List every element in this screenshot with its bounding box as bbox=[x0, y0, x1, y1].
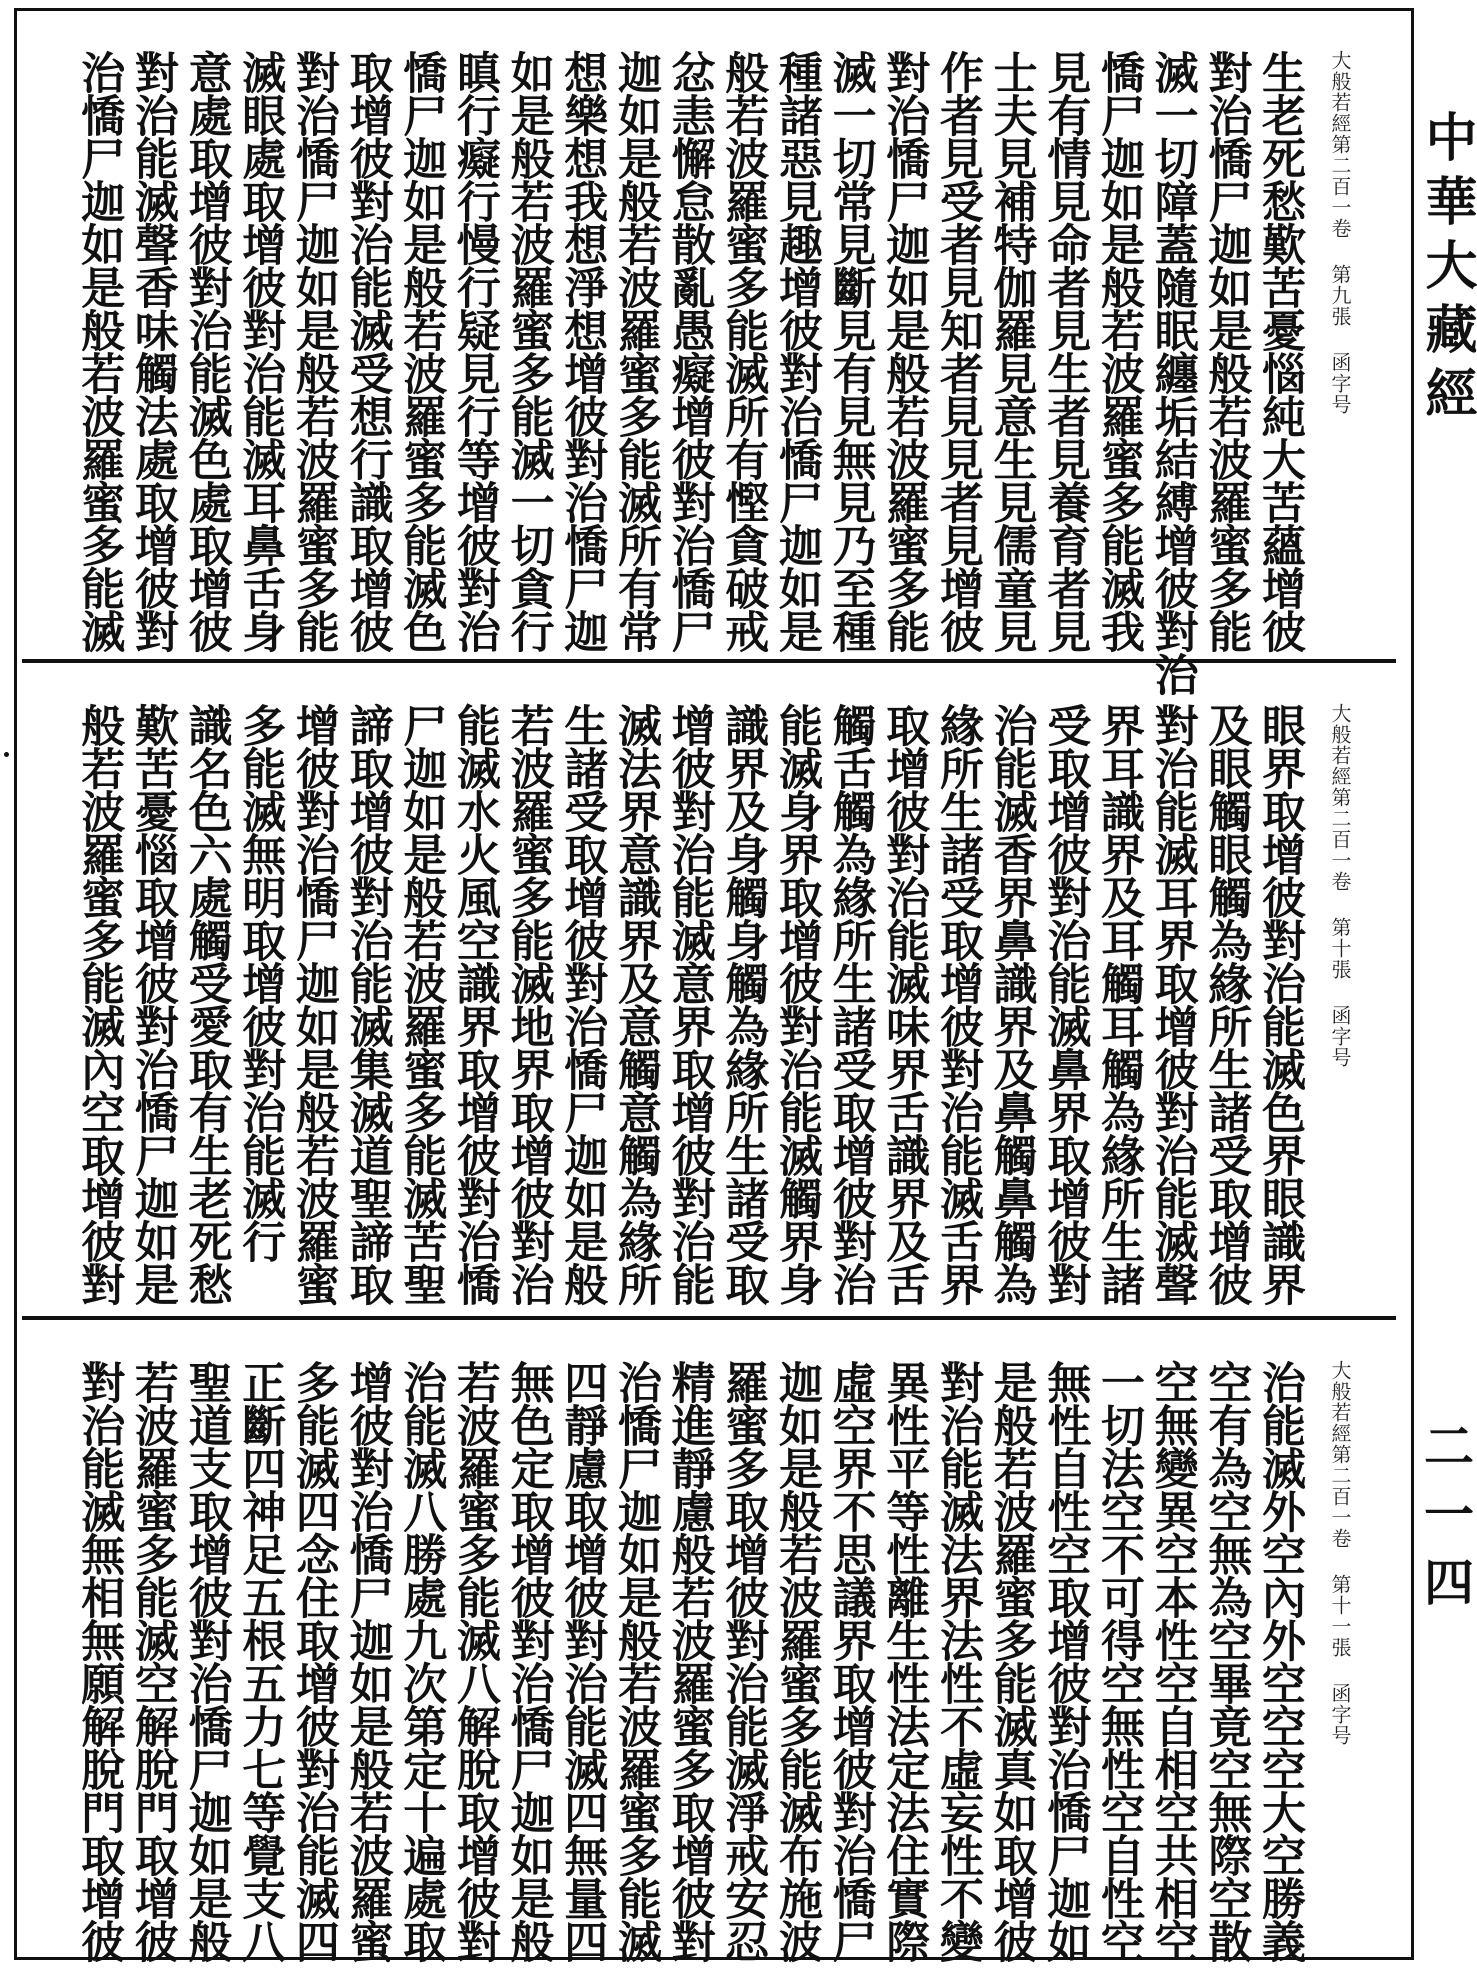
text-column: 歎苦憂惱取增彼對治憍尸迦如是 bbox=[126, 703, 178, 1305]
margin-mark bbox=[4, 752, 9, 757]
text-column: 異性平等性離生性法定法住實際 bbox=[878, 1360, 930, 1962]
text-column: 治能滅外空內外空空空大空勝義 bbox=[1254, 1360, 1305, 1962]
text-column: 對治能滅無相無願解脫門取增彼 bbox=[73, 1360, 125, 1962]
text-column: 取增彼對治能滅味界舌識界及舌 bbox=[878, 703, 930, 1305]
text-column: 尸迦如是般若波羅蜜多能滅苦聖 bbox=[395, 703, 447, 1305]
text-column: 聖道支取增彼對治憍尸迦如是般 bbox=[180, 1360, 232, 1962]
text-column: 滅一切障蓋隨眠纏垢結縛增彼對治 bbox=[1146, 50, 1198, 695]
text-column: 羅蜜多取增彼對治能滅淨戒安忍 bbox=[717, 1360, 769, 1962]
text-column: 治憍尸迦如是般若波羅蜜多能滅 bbox=[609, 1360, 661, 1962]
text-column: 若波羅蜜多能滅空解脫門取增彼 bbox=[126, 1360, 178, 1962]
text-column: 若波羅蜜多能滅八解脫取增彼對 bbox=[448, 1360, 500, 1962]
page-number: 二一四 bbox=[1416, 1420, 1475, 1624]
text-column: 增彼對治憍尸迦如是般若波羅蜜 bbox=[287, 703, 339, 1305]
text-column: 精進靜慮般若波羅蜜多取增彼對 bbox=[663, 1360, 715, 1962]
text-column: 無性自性空取增彼對治憍尸迦如 bbox=[1039, 1360, 1091, 1962]
text-column: 及眼觸眼觸為緣所生諸受取增彼 bbox=[1200, 703, 1252, 1305]
text-register-bottom bbox=[22, 1317, 1396, 1962]
text-column: 治能滅香界鼻識界及鼻觸鼻觸為 bbox=[985, 703, 1037, 1305]
text-column: 觸舌觸為緣所生諸受取增彼對治 bbox=[824, 703, 876, 1305]
text-column: 憍尸迦如是般若波羅蜜多能滅我 bbox=[1092, 50, 1144, 652]
text-column: 識名色六處觸受愛取有生老死愁 bbox=[180, 703, 232, 1305]
text-columns bbox=[72, 703, 1306, 1308]
text-column: 是般若波羅蜜多能滅真如取增彼 bbox=[985, 1360, 1037, 1962]
text-column: 如是般若波羅蜜多能滅一切貪行 bbox=[502, 50, 554, 652]
text-column: 四靜慮取增彼對治能滅四無量四 bbox=[556, 1360, 608, 1962]
text-column: 空無變異空本性空自相空共相空 bbox=[1146, 1360, 1198, 1962]
text-column: 瞋行癡行慢行疑見行等增彼對治 bbox=[448, 50, 500, 652]
register-note: 大般若經第二百一卷 第十張 函字号 bbox=[1328, 703, 1352, 1068]
text-column: 識界及身觸身觸為緣所生諸受取 bbox=[717, 703, 769, 1305]
text-column: 空有為空無為空畢竟空無際空散 bbox=[1200, 1360, 1252, 1962]
text-column: 種諸惡見趣增彼對治憍尸迦如是 bbox=[770, 50, 822, 652]
text-column: 生諸受取增彼對治憍尸迦如是般 bbox=[556, 703, 608, 1305]
collection-title: 中華大藏經 bbox=[1416, 110, 1477, 430]
text-column: 迦如是般若波羅蜜多能滅布施波 bbox=[770, 1360, 822, 1962]
text-column: 般若波羅蜜多能滅所有慳貪破戒 bbox=[717, 50, 769, 652]
text-column: 虛空界不思議界取增彼對治憍尸 bbox=[824, 1360, 876, 1962]
register-note: 大般若經第二百一卷 第十一張 函字号 bbox=[1328, 1360, 1352, 1746]
text-column: 多能滅四念住取增彼對治能滅四 bbox=[287, 1360, 339, 1962]
text-column: 迦如是般若波羅蜜多能滅所有常 bbox=[609, 50, 661, 652]
text-column: 無色定取增彼對治憍尸迦如是般 bbox=[502, 1360, 554, 1962]
text-column: 般若波羅蜜多能滅內空取增彼對 bbox=[73, 703, 125, 1305]
text-column: 增彼對治憍尸迦如是般若波羅蜜 bbox=[341, 1360, 393, 1962]
text-column: 滅一切常見斷見有見無見乃至種 bbox=[824, 50, 876, 652]
text-column: 能滅身界取增彼對治能滅觸界身 bbox=[770, 703, 822, 1305]
text-column: 生老死愁歎苦憂惱純大苦蘊增彼 bbox=[1254, 50, 1305, 652]
text-column: 界耳識界及耳觸耳觸為緣所生諸 bbox=[1092, 703, 1144, 1305]
text-column: 對治憍尸迦如是般若波羅蜜多能 bbox=[878, 50, 930, 652]
text-register-middle bbox=[22, 660, 1396, 1319]
text-column: 治能滅八勝處九次第定十遍處取 bbox=[395, 1360, 447, 1962]
text-column: 對治能滅法界法性不虛妄性不變 bbox=[931, 1360, 983, 1962]
text-columns bbox=[72, 1360, 1306, 1962]
text-column: 緣所生諸受取增彼對治能滅舌界 bbox=[931, 703, 983, 1305]
text-column: 對治憍尸迦如是般若波羅蜜多能 bbox=[1200, 50, 1252, 652]
text-column: 治憍尸迦如是般若波羅蜜多能滅 bbox=[73, 50, 125, 652]
text-column: 對治憍尸迦如是般若波羅蜜多能 bbox=[287, 50, 339, 652]
text-column: 滅眼處取增彼對治能滅耳鼻舌身 bbox=[234, 50, 286, 652]
text-column: 對治能滅耳界取增彼對治能滅聲 bbox=[1146, 703, 1198, 1305]
text-column: 眼界取增彼對治能滅色界眼識界 bbox=[1254, 703, 1305, 1305]
text-column: 若波羅蜜多能滅地界取增彼對治 bbox=[502, 703, 554, 1305]
text-column: 想樂想我想淨想增彼對治憍尸迦 bbox=[556, 50, 608, 652]
register-note: 大般若經第二百一卷 第九張 函字号 bbox=[1328, 50, 1352, 415]
text-column: 正斷四神足五根五力七等覺支八 bbox=[234, 1360, 286, 1962]
text-column: 滅法界意識界及意觸意觸為緣所 bbox=[609, 703, 661, 1305]
text-column: 憍尸迦如是般若波羅蜜多能滅色 bbox=[395, 50, 447, 652]
text-register-top bbox=[22, 10, 1396, 695]
text-column: 作者見受者見知者見見者見增彼 bbox=[931, 50, 983, 652]
text-column: 忿恚懈怠散亂愚癡增彼對治憍尸 bbox=[663, 50, 715, 652]
text-columns bbox=[72, 50, 1306, 695]
text-column: 一切法空不可得空無性空自性空 bbox=[1092, 1360, 1144, 1962]
text-column: 能滅水火風空識界取增彼對治憍 bbox=[448, 703, 500, 1305]
text-column: 見有情見命者見生者見養育者見 bbox=[1039, 50, 1091, 652]
text-column: 士夫見補特伽羅見意生見儒童見 bbox=[985, 50, 1037, 652]
text-column: 對治能滅聲香味觸法處取增彼對 bbox=[126, 50, 178, 652]
text-column: 取增彼對治能滅受想行識取增彼 bbox=[341, 50, 393, 652]
text-column: 意處取增彼對治能滅色處取增彼 bbox=[180, 50, 232, 652]
text-column: 諦取增彼對治能滅集滅道聖諦取 bbox=[341, 703, 393, 1305]
text-column: 增彼對治能滅意界取增彼對治能 bbox=[663, 703, 715, 1305]
text-column: 受取增彼對治能滅鼻界取增彼對 bbox=[1039, 703, 1091, 1305]
text-column: 多能滅無明取增彼對治能滅行 bbox=[234, 703, 286, 1262]
